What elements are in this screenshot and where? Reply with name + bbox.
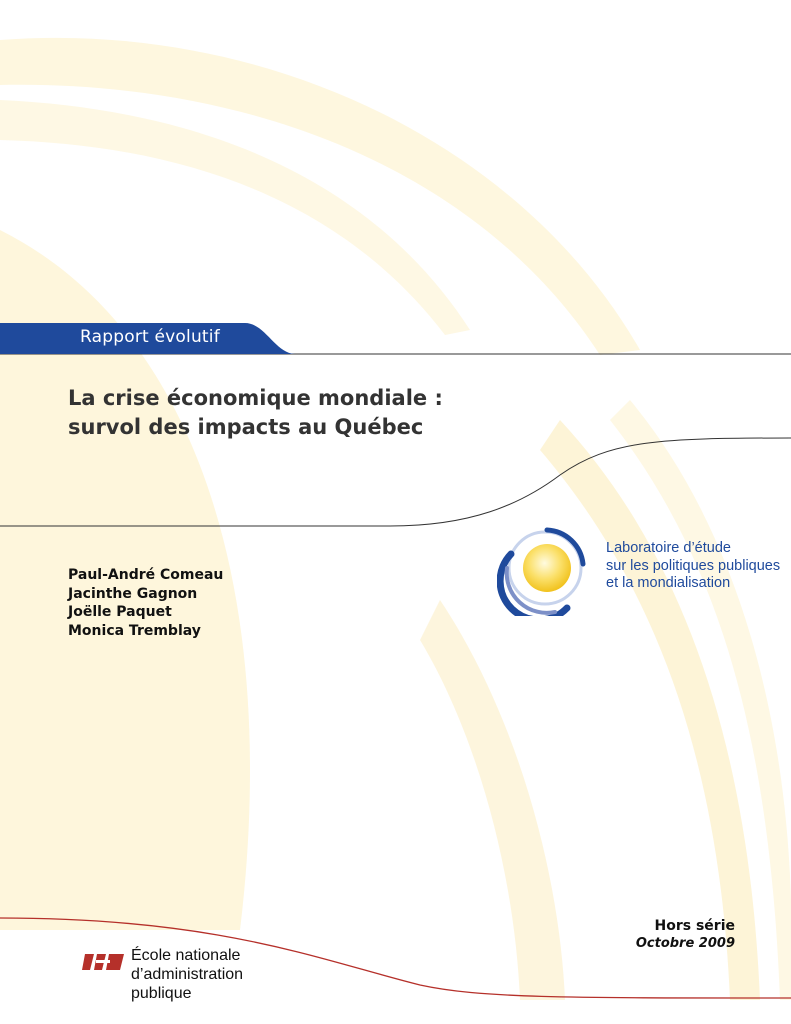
sun-circle-logo-icon — [497, 524, 589, 616]
author-list — [68, 566, 223, 640]
author-name: Joëlle Paquet — [68, 604, 172, 620]
lab-name-line-2: sur les politiques publiques — [606, 557, 781, 574]
institution-line-3: publique — [131, 985, 192, 1002]
series-label: Hors série — [654, 918, 735, 934]
lab-name — [606, 540, 780, 593]
title-line-2: survol des impacts au Québec — [68, 415, 424, 439]
publication-date: Octobre 2009 — [635, 936, 735, 951]
lab-name-line-3: et la mondialisation — [606, 575, 731, 591]
title-line-1: La crise économique mondiale : — [68, 386, 443, 410]
author-name: Monica Tremblay — [68, 622, 201, 639]
author-name: Jacinthe Gagnon — [68, 585, 198, 602]
author-name: Paul-André Comeau — [68, 567, 224, 583]
institution-line-1: École nationale — [131, 947, 241, 964]
lab-name-line-1: Laboratoire d’étude — [606, 540, 731, 556]
institution-name — [131, 946, 243, 1003]
series-info — [636, 917, 735, 953]
institution-line-2: d’administration — [131, 966, 244, 983]
enap-logo-icon — [82, 952, 124, 972]
document-title — [68, 384, 443, 442]
report-type-label: Rapport évolutif — [80, 327, 220, 347]
